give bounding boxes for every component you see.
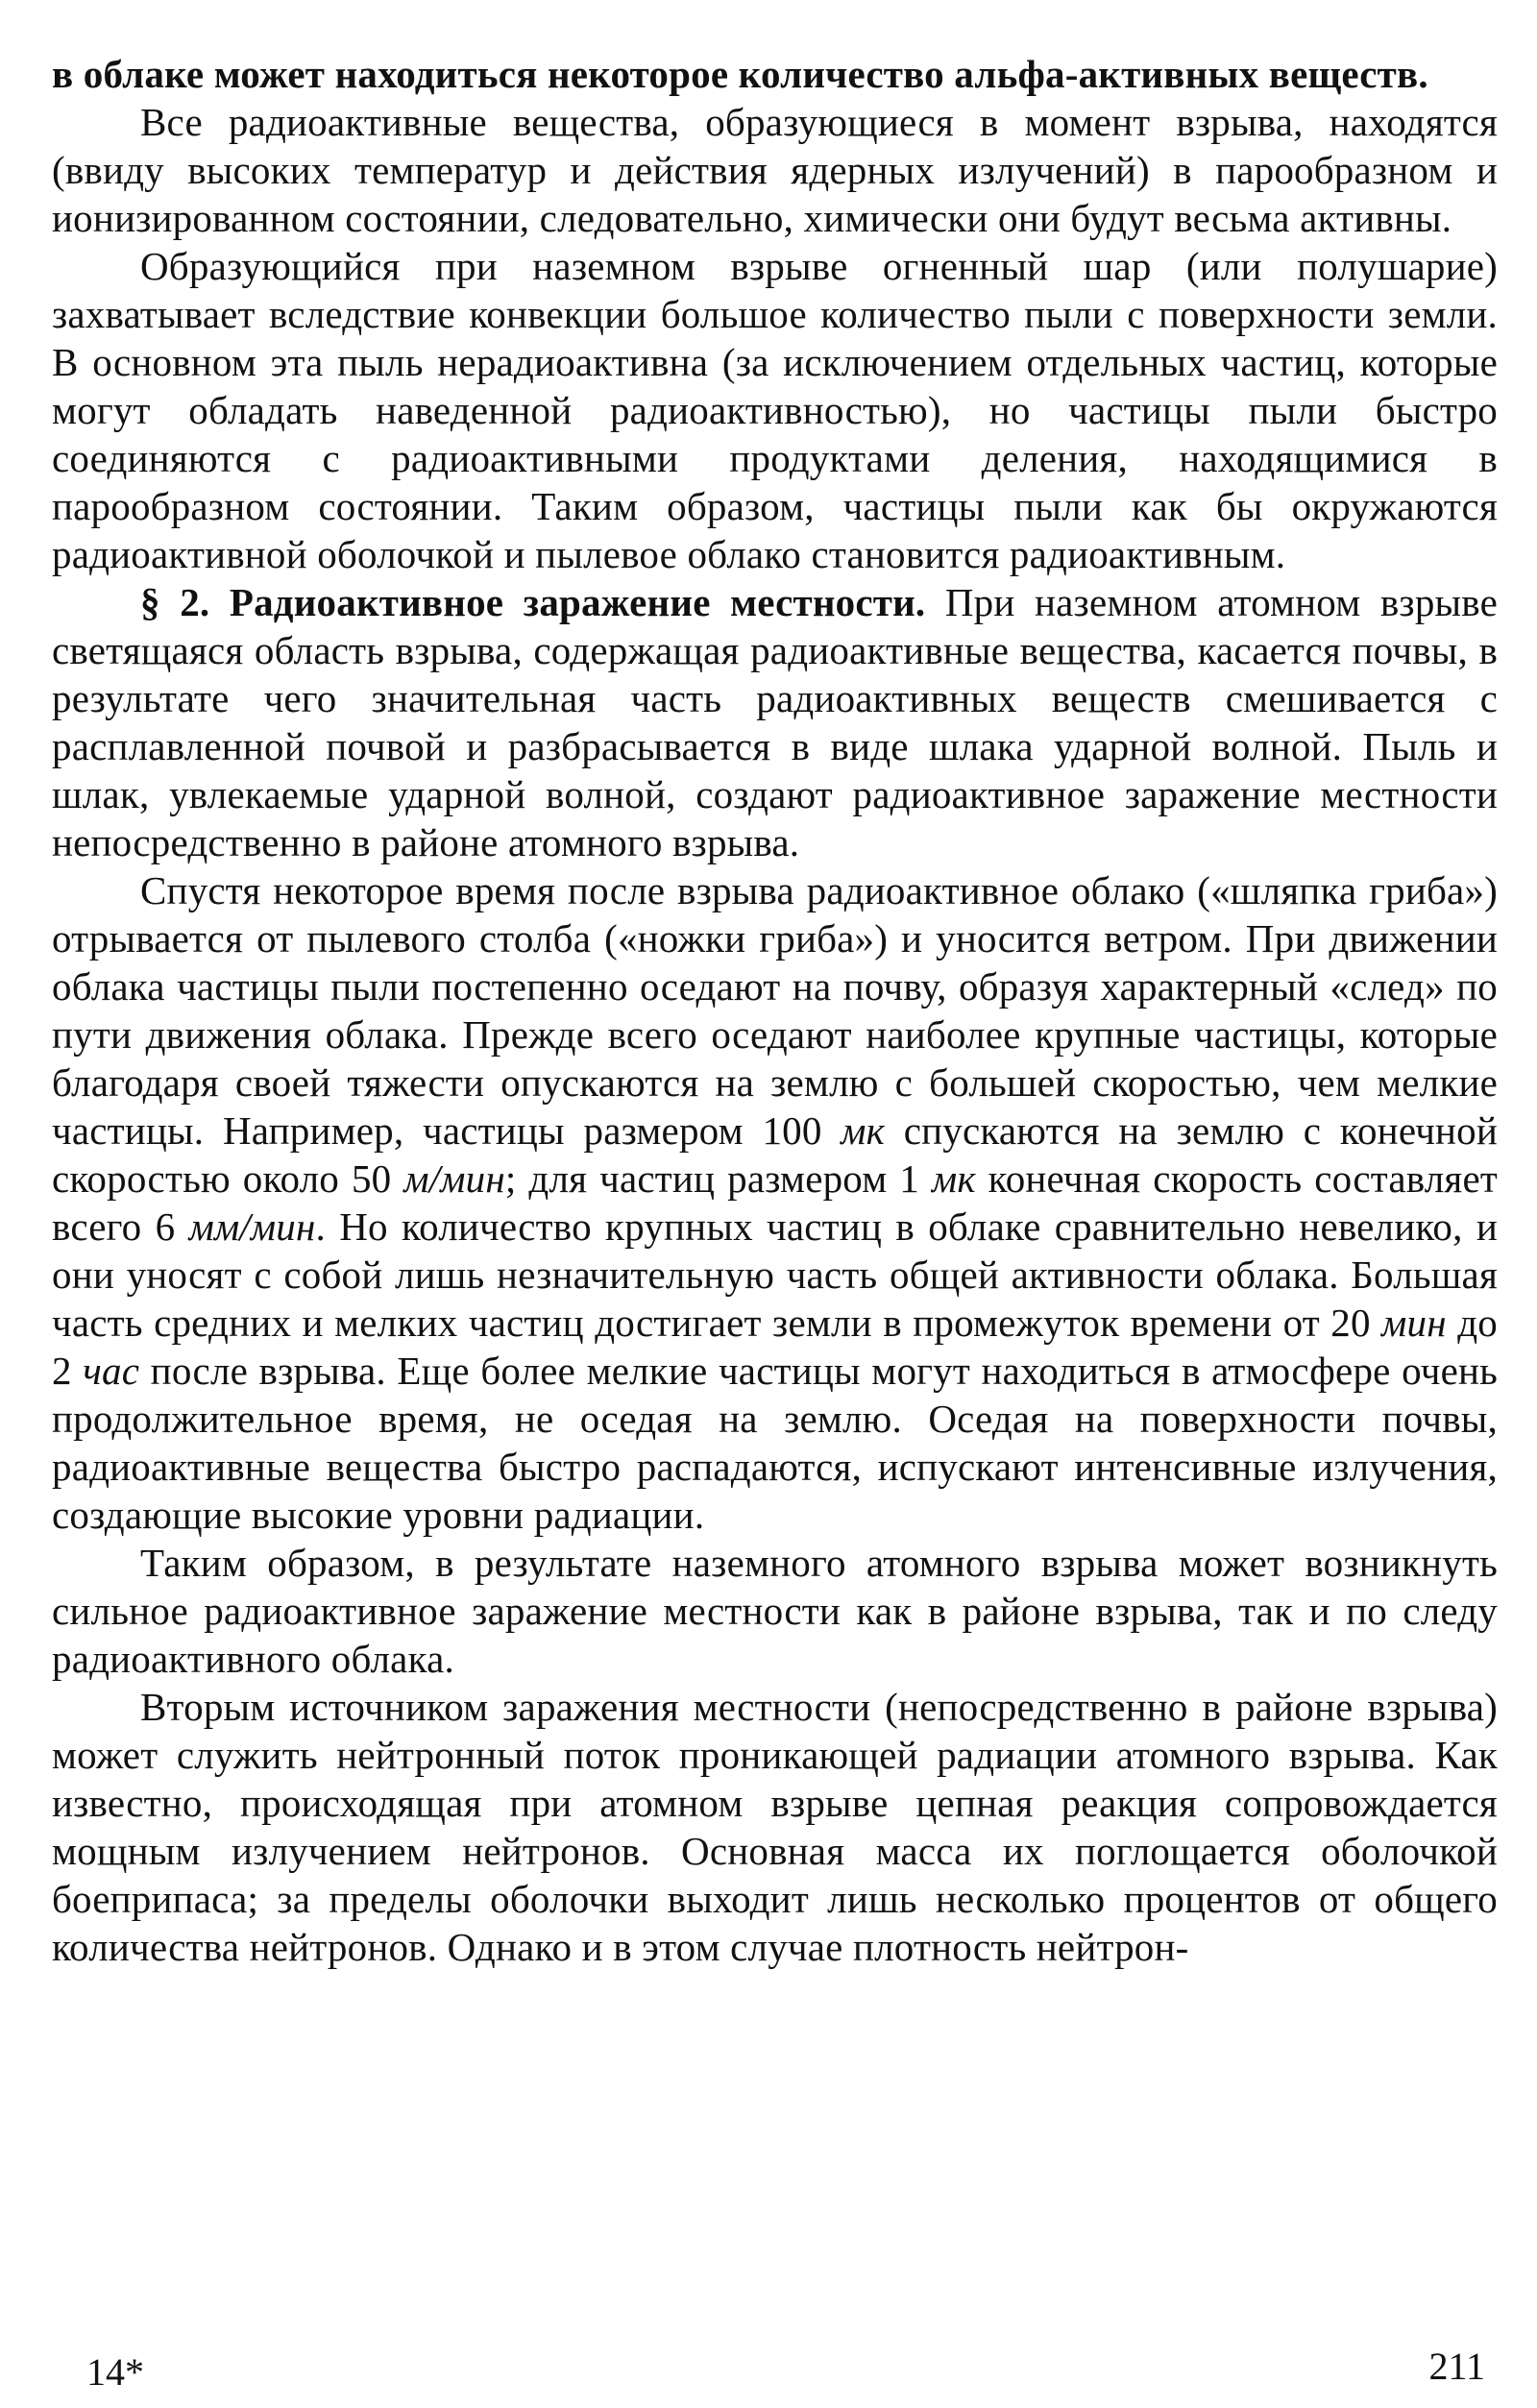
unit-label: мин [1381, 1301, 1447, 1345]
paragraph-with-units [52, 866, 1498, 1539]
page-number: 211 [1428, 2345, 1485, 2388]
section-paragraph [52, 578, 1498, 866]
signature-mark: 14* [86, 2350, 144, 2394]
page-body [52, 50, 1498, 2355]
unit-label: мк [931, 1156, 976, 1201]
text-run: ; для частиц размером 1 [504, 1156, 932, 1201]
text-run: спускаются на землю с конечной скоростью около 50 [52, 1108, 1498, 1201]
section-heading: § 2. Радиоактивное заражение местности. [140, 580, 926, 624]
unit-label: мм/мин [188, 1204, 316, 1249]
paragraph: Все радиоактивные вещества, образующиеся в момент взрыва, находятся (ввиду высоких температур и действия ядерных излучений) в парообразном и ионизированном состоянии, следовательно, химически они будут весьма активны. [52, 100, 1498, 240]
section-text: При наземном атомном взрыве светящаяся область взрыва, содержащая радиоактивные вещества, касается почвы, в результате чего значительная часть радиоактивных веществ смешивается с расплавленной почвой и разбрасывается в виде шлака ударной волной. Пыль и шлак, увлекаемые ударной волной, создают радиоактивное заражение местности непосредственно в районе атомного взрыва. [52, 580, 1498, 864]
text-run: Спустя некоторое время после взрыва радиоактивное облако («шляпка гриба») отрывается от пылевого столба («ножки гриба») и уносится ветром. При движении облака частицы пыли постепенно оседают на почву, образуя характерный «след» по пути движения облака. Прежде всего оседают наиболее крупные частицы, которые благодаря своей тяжести опускаются на землю с большей скоростью, чем мелкие частицы. Например, частицы размером 100 [52, 868, 1498, 1153]
text-run: после взрыва. Еще более мелкие частицы могут находиться в атмосфере очень продолжительное время, не оседая на землю. Оседая на поверхности почвы, радиоактивные вещества быстро распадаются, испускают интенсивные излучения, создающие высокие уровни радиации. [52, 1349, 1499, 1537]
paragraph: Таким образом, в результате наземного атомного взрыва может возникнуть сильное радиоактивное заражение местности как в районе взрыва, так и по следу радиоактивного облака. [52, 1541, 1498, 1681]
unit-label: м/мин [403, 1156, 505, 1201]
unit-label: час [83, 1349, 140, 1393]
paragraph: Образующийся при наземном взрыве огненный шар (или полушарие) захватывает вследствие конвекции большое количество пыли с поверхности земли. В основном эта пыль нерадиоактивна (за исключением отдельных частиц, которые могут обладать наведенной радиоактивностью), но частицы пыли быстро соединяются с радиоактивными продуктами деления, находящимися в парообразном состоянии. Таким образом, частицы пыли как бы окружаются радиоактивной оболочкой и пылевое облако становится радиоактивным. [52, 244, 1498, 576]
text-run: конечная скорость составляет всего 6 [52, 1156, 1499, 1249]
text-run: . Но количество крупных частиц в облаке сравнительно невелико, и они уносят с собой лишь незначительную часть общей активности облака. Большая часть средних и мелких частиц достигает земли в промежуток времени от 20 [52, 1204, 1498, 1345]
paragraph: Вторым источником заражения местности (непосредственно в районе взрыва) может служить нейтронный поток проникающей радиации атомного взрыва. Как известно, происходящая при атомном взрыве цепная реакция сопровождается мощным излучением нейтронов. Основная масса их поглощается оболочкой боеприпаса; за пределы оболочки выходит лишь несколько процентов от общего количества нейтронов. Однако и в этом случае плотность нейтрон- [52, 1685, 1498, 1969]
text-run: до 2 [52, 1301, 1498, 1393]
page-footer [52, 2344, 1499, 2392]
unit-label: мк [841, 1108, 886, 1153]
paragraph-continuation: в облаке может находиться некоторое количество альфа-активных веществ. [52, 52, 1428, 96]
